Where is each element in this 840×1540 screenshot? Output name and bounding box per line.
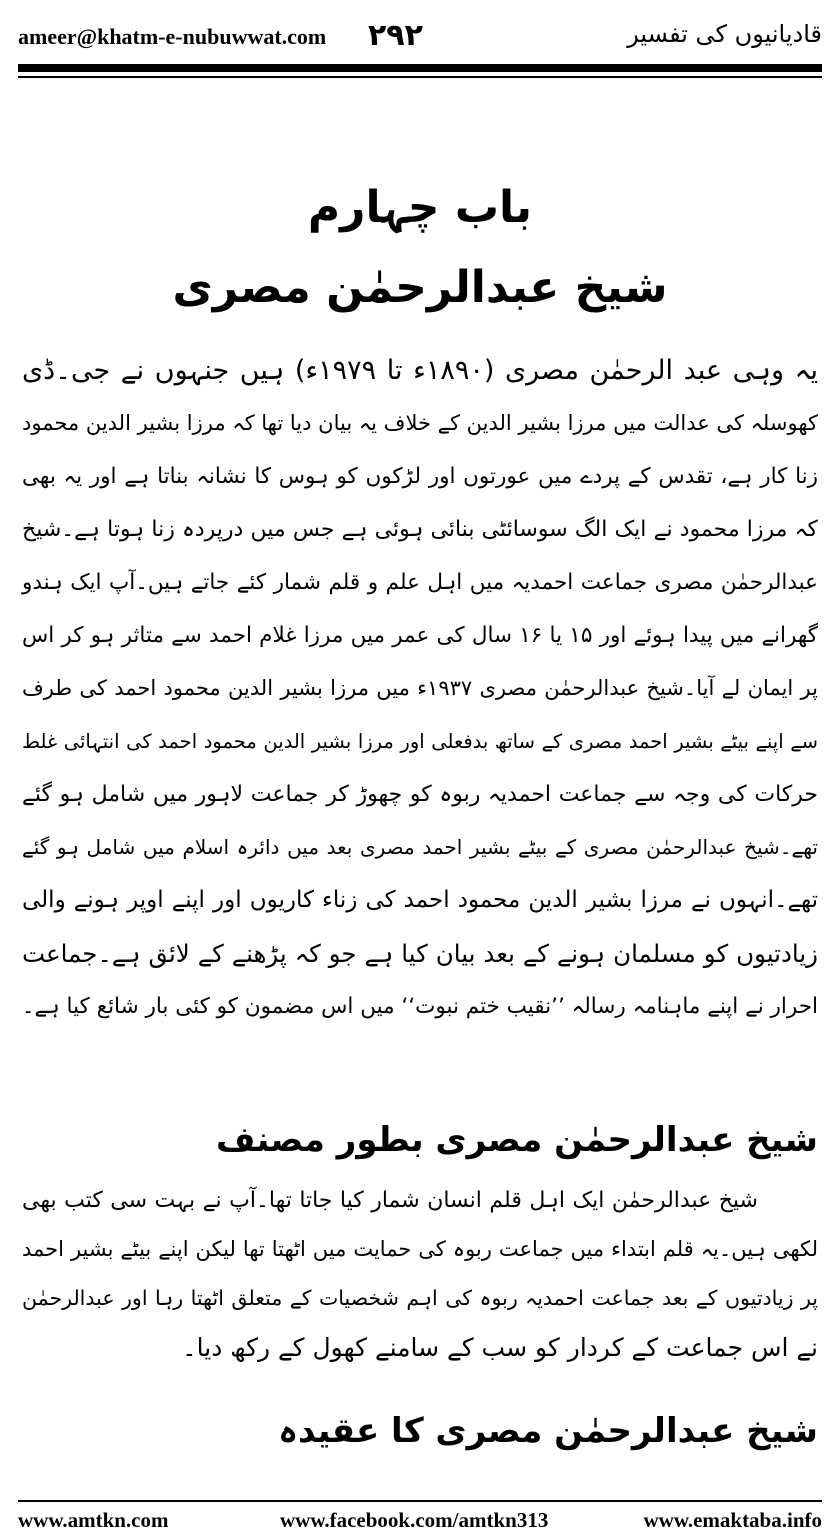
- text-line: کھوسلہ کی عدالت میں مرزا بشیر الدین کے خلاف یہ بیان دیا تھا کہ مرزا بشیر الدین محمود: [22, 411, 818, 435]
- text-line: زیادتیوں کو مسلمان ہونے کے بعد بیان کیا ہے جو کہ پڑھنے کے لائق ہے۔جماعت: [22, 939, 818, 968]
- text-line: کہ مرزا محمود نے ایک الگ سوسائٹی بنائی ہوئی ہے جس میں درپردہ زنا ہوتا ہے۔شیخ: [22, 517, 818, 542]
- chapter-title: باب چہارم: [307, 182, 533, 233]
- section-heading-belief: شیخ عبدالرحمٰن مصری کا عقیدہ: [278, 1411, 818, 1451]
- footer-link-facebook[interactable]: www.facebook.com/amtkn313: [280, 1508, 549, 1532]
- chapter-subtitle: شیخ عبدالرحمٰن مصری: [172, 262, 668, 313]
- footer-link-emaktaba[interactable]: www.emaktaba.info: [643, 1508, 822, 1532]
- section-heading-author: شیخ عبدالرحمٰن مصری بطور مصنف: [216, 1120, 818, 1160]
- page-number: ۲۹۲: [368, 18, 423, 53]
- book-title: قادیانیوں کی تفسیر: [627, 20, 822, 48]
- text-line: احرار نے اپنے ماہنامہ رسالہ ’’نقیب ختم نبوت‘‘ میں اس مضمون کو کئی بار شائع کیا ہے۔: [21, 994, 818, 1019]
- text-line: لکھی ہیں۔یہ قلم ابتداء میں جماعت ربوہ کی حمایت میں اٹھتا تھا لیکن اپنے بیٹے بشیر احمد: [22, 1237, 818, 1261]
- text-line: گھرانے میں پیدا ہوئے اور ۱۵ یا ۱۶ سال کی عمر میں مرزا غلام احمد سے متاثر ہو کر اس: [22, 623, 819, 648]
- header-rule-thick: [18, 64, 822, 72]
- page-header: [18, 14, 822, 60]
- footer-rule: [18, 1500, 822, 1502]
- author-paragraph: [22, 1176, 818, 1372]
- text-line: تھے۔شیخ عبدالرحمٰن مصری کے بیٹے بشیر احمد مصری بعد میں دائرہ اسلام میں شامل ہو گئے: [22, 835, 818, 859]
- text-line: زنا کار ہے، تقدس کے پردے میں عورتوں اور لڑکوں کو ہوس کا نشانہ بناتا ہے اور یہ بھی: [22, 464, 818, 489]
- intro-paragraph: [22, 344, 818, 1033]
- footer-link-amtkn[interactable]: www.amtkn.com: [18, 1508, 169, 1532]
- text-line: نے اس جماعت کے کردار کو سب کے سامنے کھول کے رکھ دیا۔: [181, 1333, 818, 1362]
- text-line: حرکات کی وجہ سے جماعت احمدیہ ربوہ کو چھوڑ کر جماعت لاہور میں شامل ہو گئے: [22, 782, 818, 807]
- header-rule-thin: [18, 76, 822, 78]
- page-footer: [18, 1504, 822, 1534]
- text-line: شیخ عبدالرحمٰن ایک اہل قلم انسان شمار کیا جاتا تھا۔آپ نے بہت سی کتب بھی: [22, 1188, 758, 1213]
- text-line: عبدالرحمٰن مصری جماعت احمدیہ میں اہل علم و قلم شمار کئے جاتے ہیں۔آپ ایک ہندو: [22, 570, 818, 595]
- text-line: تھے۔انہوں نے مرزا بشیر الدین محمود احمد کی زناء کاریوں اور اپنے اوپر ہونے والی: [22, 887, 818, 913]
- header-email: ameer@khatm-e-nubuwwat.com: [18, 24, 327, 49]
- text-line: سے اپنے بیٹے بشیر احمد مصری کے ساتھ بدفعلی اور مرزا بشیر الدین محمود احمد کی انتہائی غلط: [22, 730, 818, 753]
- text-line: یہ وہی عبد الرحمٰن مصری (۱۸۹۰ء تا ۱۹۷۹ء) ہیں جنہوں نے جی۔ڈی: [22, 355, 818, 386]
- text-line: پر زیادتیوں کے بعد جماعت احمدیہ ربوہ کی اہم شخصیات کے متعلق اٹھتا رہا اور عبدالرحمٰن: [22, 1286, 818, 1310]
- text-line: پر ایمان لے آیا۔شیخ عبدالرحمٰن مصری ۱۹۳۷ء میں مرزا بشیر الدین محمود احمد کی طرف: [22, 676, 818, 700]
